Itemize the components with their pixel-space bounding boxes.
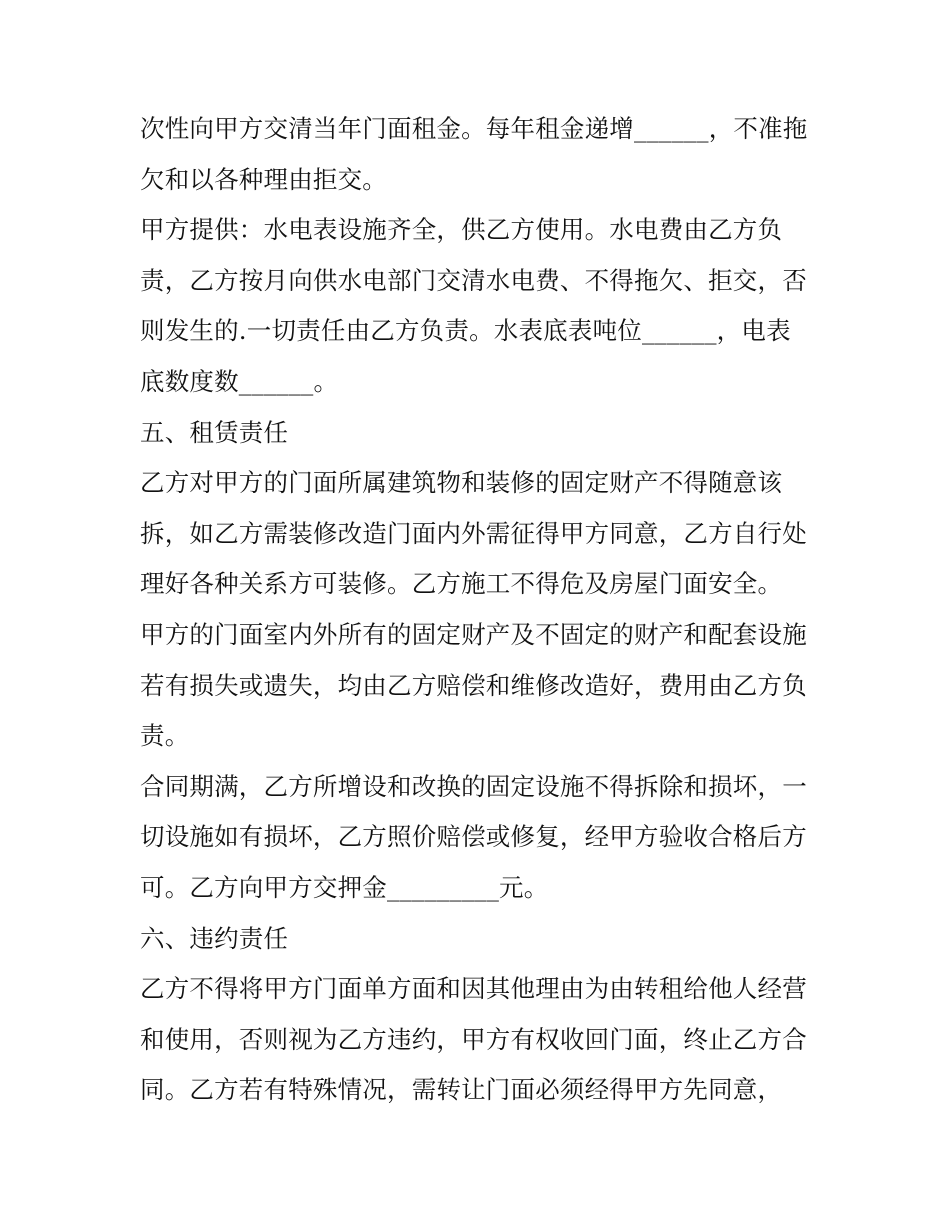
text-line: 和使用，否则视为乙方违约，甲方有权收回门面，终止乙方合 <box>140 1024 807 1054</box>
text-line: 乙方不得将甲方门面单方面和因其他理由为由转租给他人经营 <box>140 974 807 1004</box>
text-line: 甲方的门面室内外所有的固定财产及不固定的财产和配套设施 <box>140 619 807 649</box>
text-line: 责，乙方按月向供水电部门交清水电费、不得拖欠、拒交，否 <box>140 265 807 295</box>
text-line: 拆，如乙方需装修改造门面内外需征得甲方同意，乙方自行处 <box>140 518 807 548</box>
text-line: 欠和以各种理由拒交。 <box>140 164 387 194</box>
text-line: 乙方对甲方的门面所属建筑物和装修的固定财产不得随意该 <box>140 468 783 498</box>
text-line: 责。 <box>140 721 190 751</box>
text-line: 切设施如有损坏，乙方照价赔偿或修复，经甲方验收合格后方 <box>140 822 807 852</box>
text-line: 次性向甲方交清当年门面租金。每年租金递增______，不准拖 <box>140 114 808 143</box>
text-line: 可。乙方向甲方交押金_________元。 <box>140 872 549 902</box>
text-line: 若有损失或遗失，均由乙方赔偿和维修改造好，费用由乙方负 <box>140 670 807 700</box>
text-line: 合同期满，乙方所增设和改换的固定设施不得拆除和损坏，一 <box>140 771 807 801</box>
section-heading: 六、违约责任 <box>140 923 289 953</box>
text-line: 同。乙方若有特殊情况，需转让门面必须经得甲方先同意， <box>140 1075 783 1105</box>
section-heading: 五、租赁责任 <box>140 417 289 447</box>
text-line: 理好各种关系方可装修。乙方施工不得危及房屋门面安全。 <box>140 569 783 599</box>
text-line: 甲方提供：水电表设施齐全，供乙方使用。水电费由乙方负 <box>140 215 783 245</box>
document-body <box>140 104 820 1116</box>
text-line: 底数度数______。 <box>140 366 339 396</box>
text-line: 则发生的.一切责任由乙方负责。水表底表吨位______，电表 <box>140 316 791 346</box>
